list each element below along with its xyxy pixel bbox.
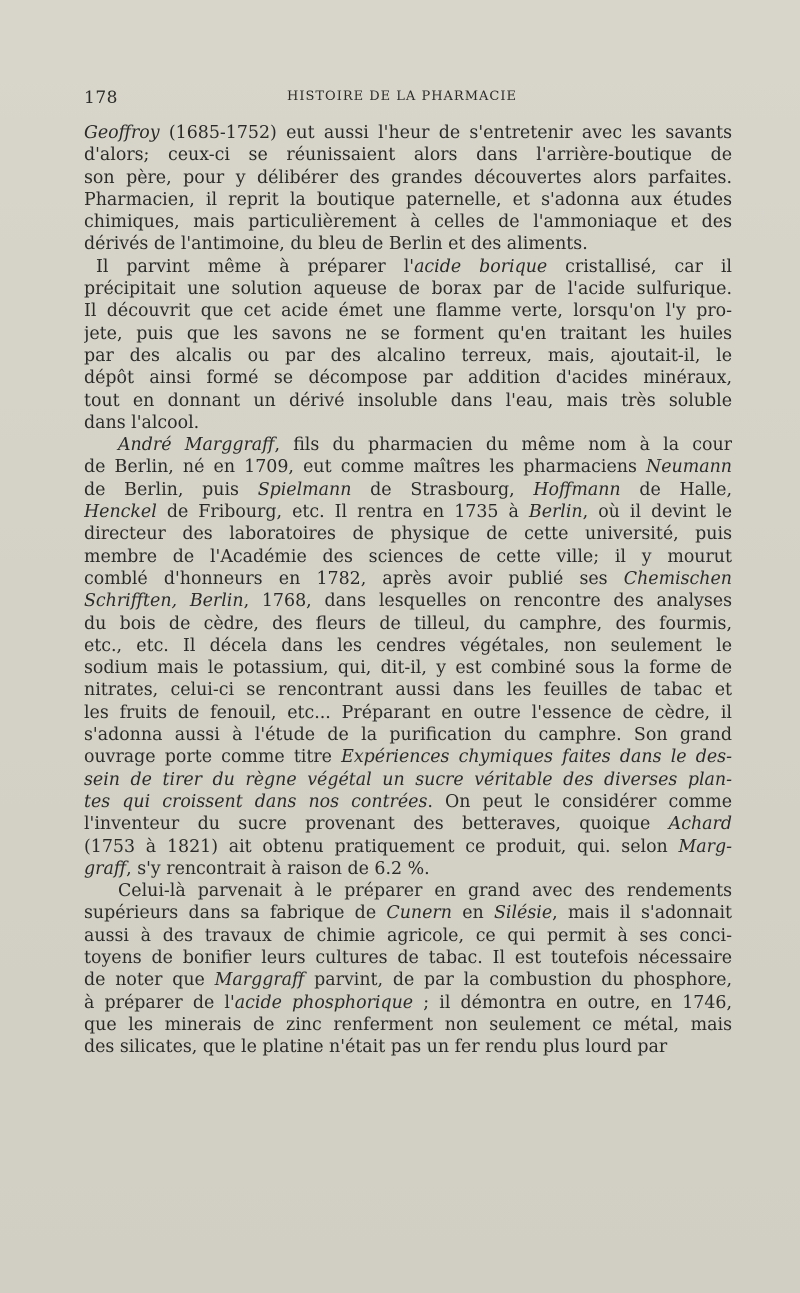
text-run: Celui-là parvenait à le préparer en grand avec des rendements	[118, 881, 732, 902]
text-run: de Berlin, né en 1709, eut comme maîtres les pharmaciens	[84, 457, 647, 478]
text-line	[84, 858, 732, 880]
italic-text: Marggraff	[214, 970, 305, 991]
text-line	[84, 167, 732, 189]
text-run: d'alors; ceux-ci se réunissaient alors dans l'arrière-boutique de	[84, 145, 732, 166]
italic-text: Berlin	[528, 502, 583, 523]
text-run: dans l'alcool.	[84, 412, 200, 433]
running-head: HISTOIRE DE LA PHARMACIE	[287, 89, 517, 104]
text-run: à préparer de l'	[84, 992, 235, 1013]
text-line	[84, 367, 732, 389]
italic-text: Expériences chymiques faites dans le des-	[341, 747, 732, 768]
text-line	[84, 947, 732, 969]
text-line	[84, 256, 732, 278]
text-line	[84, 590, 732, 612]
text-line	[84, 702, 732, 724]
text-line	[84, 345, 732, 367]
paragraph	[84, 880, 732, 1058]
text-run: , mais il s'adonnait	[552, 903, 732, 924]
text-line	[84, 969, 732, 991]
text-run: que les minerais de zinc renferment non seulement ce métal, mais	[84, 1014, 732, 1035]
text-run: membre de l'Académie des sciences de cette ville; il y mourut	[84, 546, 732, 567]
text-run: nitrates, celui-ci se rencontrant aussi dans les feuilles de tabac et	[84, 680, 732, 701]
text-line	[84, 791, 732, 813]
text-line	[84, 211, 732, 233]
text-line	[84, 657, 732, 679]
text-run: , où il devint le	[582, 502, 732, 523]
text-run: Il parvint même à préparer l'	[96, 256, 415, 277]
text-line	[84, 456, 732, 478]
text-run: , fils du pharmacien du même nom à la cour	[274, 435, 732, 456]
text-run: Il découvrit que cet acide émet une flamme verte, lorsqu'on l'y pro-	[84, 301, 732, 322]
text-run: s'adonna aussi à l'étude de la purification du camphre. Son grand	[84, 725, 732, 746]
text-line	[84, 300, 732, 322]
text-run: précipitait une solution aqueuse de borax par de l'acide sulfurique.	[84, 279, 732, 300]
text-line	[84, 880, 732, 902]
text-run: de Fribourg, etc. Il rentra en 1735 à	[156, 502, 529, 523]
text-run: l'inventeur du sucre provenant des betteraves, quoique	[84, 814, 669, 835]
text-run: dérivés de l'antimoine, du bleu de Berlin et des aliments.	[84, 234, 588, 255]
italic-text: Marg-	[678, 836, 732, 857]
text-line	[84, 836, 732, 858]
text-run: du bois de cèdre, des fleurs de tilleul, du camphre, des fourmis,	[84, 613, 732, 634]
text-line	[84, 613, 732, 635]
text-run: comblé d'honneurs en 1782, après avoir publié ses	[84, 568, 624, 589]
text-line	[84, 189, 732, 211]
italic-text: Hoffmann	[533, 479, 621, 500]
text-line	[84, 925, 732, 947]
text-run: cristallisé, car il	[547, 256, 732, 277]
italic-text: Achard	[668, 814, 732, 835]
text-line	[84, 813, 732, 835]
text-line	[84, 1014, 732, 1036]
italic-text: sein de tirer du règne végétal un sucre véritable des diverses plan-	[84, 769, 732, 790]
text-run: ouvrage porte comme titre	[84, 747, 342, 768]
text-line	[84, 278, 732, 300]
text-run: des silicates, que le platine n'était pas un fer rendu plus lourd par	[84, 1037, 668, 1058]
italic-text: Spielmann	[257, 479, 352, 500]
italic-text: Geoffroy	[84, 123, 160, 143]
italic-text: Schrifften, Berlin	[84, 591, 244, 612]
text-line	[84, 635, 732, 657]
text-run: sodium mais le potassium, qui, dit-il, y est combiné sous la forme de	[84, 658, 732, 679]
text-run: de Halle,	[620, 479, 732, 500]
text-run: , 1768, dans lesquelles on rencontre des analyses	[243, 591, 732, 612]
text-run: de Berlin, puis	[84, 479, 258, 500]
body-text	[84, 122, 732, 1058]
text-line	[84, 724, 732, 746]
page-number: 178	[84, 88, 118, 108]
text-line	[84, 568, 732, 590]
text-line	[84, 902, 732, 924]
text-line	[84, 1036, 732, 1058]
text-line	[84, 769, 732, 791]
text-run: aussi à des travaux de chimie agricole, ce qui permit à ses conci-	[84, 925, 732, 946]
paragraph	[84, 256, 732, 434]
italic-text: André Marggraff	[118, 435, 275, 456]
italic-text: tes qui croissent dans nos contrées	[84, 791, 428, 812]
text-run: (1753 à 1821) ait obtenu pratiquement ce produit, qui. selon	[84, 836, 679, 857]
italic-text: Chemischen	[623, 568, 732, 589]
text-line	[84, 501, 732, 523]
text-run: etc., etc. Il décela dans les cendres végétales, non seulement le	[84, 635, 732, 656]
text-line	[84, 122, 732, 144]
text-line	[84, 679, 732, 701]
text-run: en	[451, 903, 495, 924]
text-run: toyens de bonifier leurs cultures de tabac. Il est toutefois nécessaire	[84, 947, 732, 968]
text-run: tout en donnant un dérivé insoluble dans l'eau, mais très soluble	[84, 390, 732, 411]
italic-text: graff	[84, 858, 127, 879]
text-run: les fruits de fenouil, etc... Préparant en outre l'essence de cèdre, il	[84, 702, 732, 723]
text-line	[84, 479, 732, 501]
text-line	[84, 412, 732, 434]
italic-text: Silésie	[494, 903, 553, 924]
italic-text: acide borique	[414, 256, 548, 277]
text-run: chimiques, mais particulièrement à celles de l'ammoniaque et des	[84, 212, 732, 233]
italic-text: Henckel	[84, 502, 157, 523]
text-run: supérieurs dans sa fabrique de	[84, 903, 387, 924]
italic-text: Cunern	[386, 903, 452, 924]
text-line	[84, 746, 732, 768]
text-line	[84, 523, 732, 545]
text-line	[84, 434, 732, 456]
text-run: Pharmacien, il reprit la boutique paternelle, et s'adonna aux études	[84, 189, 732, 210]
text-line	[84, 323, 732, 345]
text-run: jete, puis que les savons ne se forment qu'en traitant les huiles	[84, 323, 732, 344]
text-run: dépôt ainsi formé se décompose par addition d'acides minéraux,	[84, 368, 732, 389]
text-line	[84, 992, 732, 1014]
text-run: de Strasbourg,	[351, 479, 534, 500]
text-run: par des alcalis ou par des alcalino terreux, mais, ajoutait-il, le	[84, 345, 732, 366]
text-run: directeur des laboratoires de physique de cette université, puis	[84, 524, 732, 545]
text-line	[84, 233, 732, 255]
text-line	[84, 144, 732, 166]
italic-text: Neumann	[646, 457, 732, 478]
text-run: . On peut le considérer comme	[427, 791, 732, 812]
text-run: (1685-1752) eut aussi l'heur de s'entretenir avec les savants	[159, 123, 732, 143]
page-header	[84, 88, 732, 110]
text-run: , s'y rencontrait à raison de 6.2 %.	[126, 858, 430, 879]
paragraph	[84, 122, 732, 256]
text-run: son père, pour y délibérer des grandes découvertes alors parfaites.	[84, 167, 732, 188]
text-run: ; il démontra en outre, en 1746,	[413, 992, 732, 1013]
paragraph	[84, 434, 732, 880]
text-run: parvint, de par la combustion du phosphore,	[304, 970, 732, 991]
text-run: de noter que	[84, 970, 215, 991]
text-line	[84, 390, 732, 412]
text-line	[84, 546, 732, 568]
italic-text: acide phosphorique	[234, 992, 414, 1013]
